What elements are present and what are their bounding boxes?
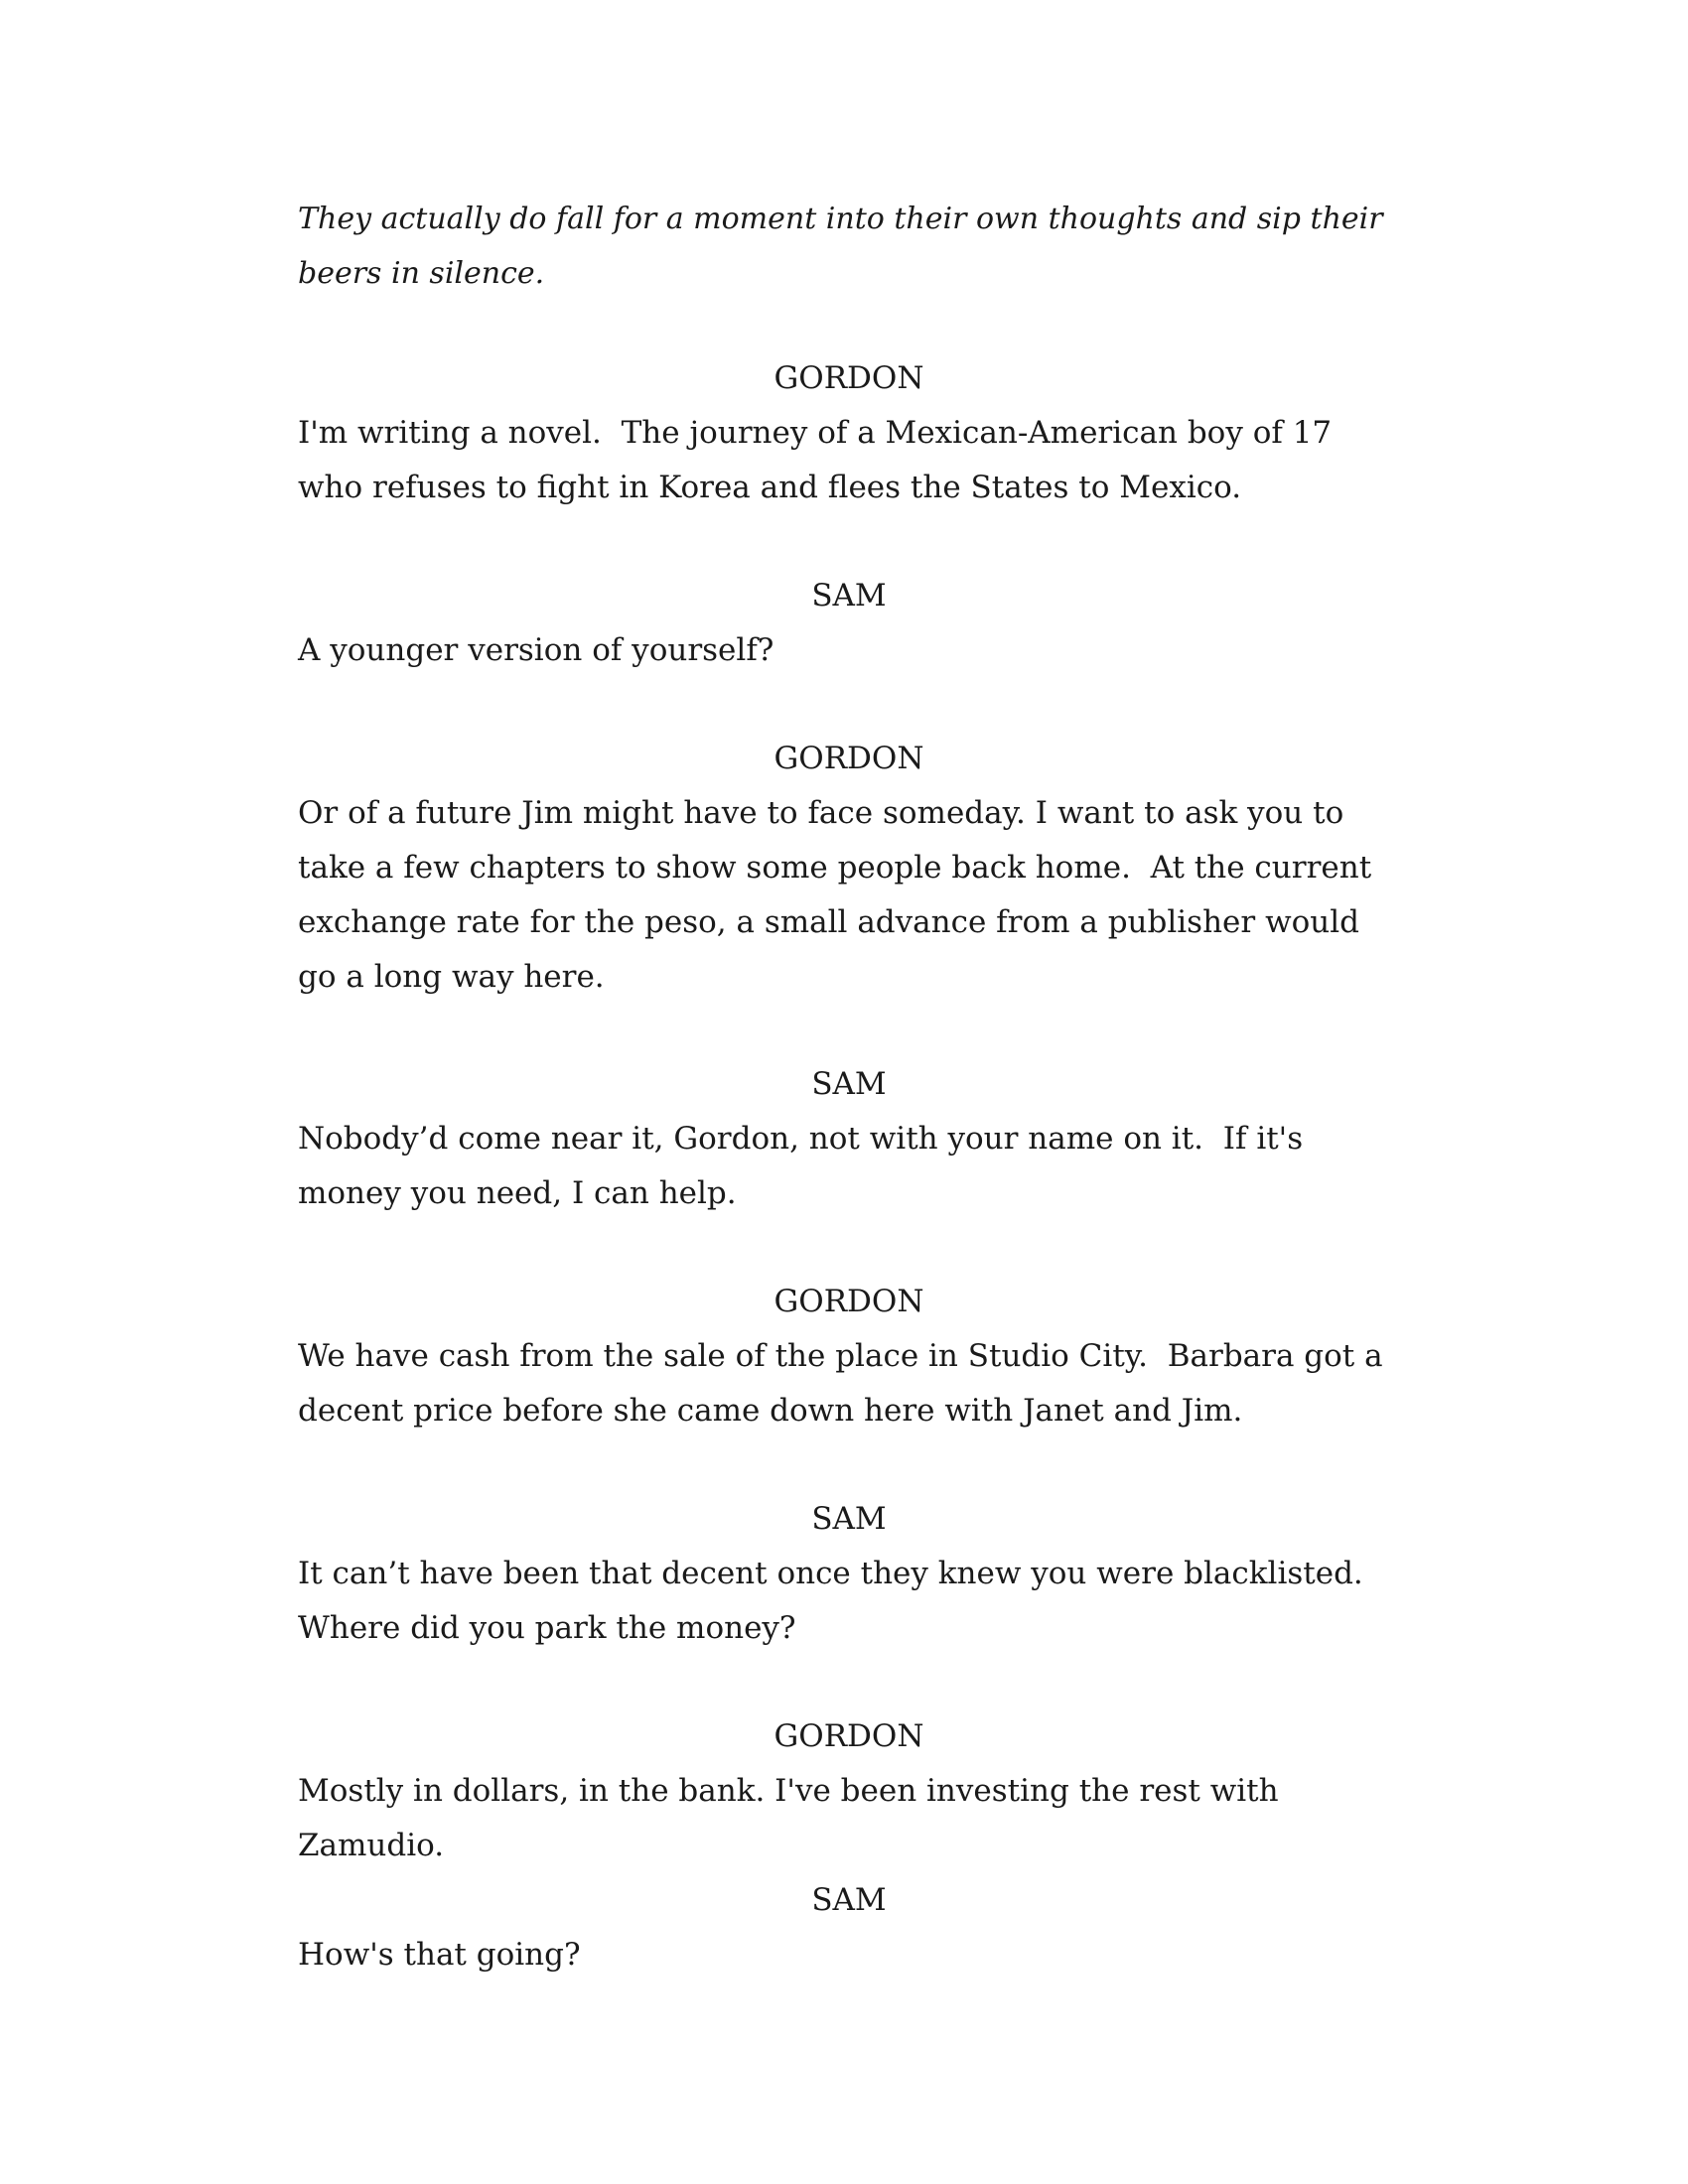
dialogue-block	[298, 1057, 1400, 1221]
stage-direction: They actually do fall for a moment into their own thoughts and sip their beers in silence.	[298, 202, 1383, 291]
speaker-name: GORDON	[774, 741, 924, 776]
speaker-name: SAM	[811, 1066, 887, 1102]
speaker-name: GORDON	[774, 1718, 924, 1754]
speaker-name: GORDON	[774, 1284, 924, 1319]
dialogue-block	[298, 1492, 1400, 1656]
dialogue-line: How's that going?	[298, 1937, 581, 1973]
dialogue-block	[298, 1873, 1400, 1982]
dialogue-block	[298, 1709, 1400, 1873]
dialogue-block	[298, 569, 1400, 678]
dialogue-line: It can’t have been that decent once they knew you were blacklisted. Where did you park the money?	[298, 1556, 1383, 1646]
speaker-name: SAM	[811, 578, 887, 614]
speaker-name: GORDON	[774, 360, 924, 396]
dialogue-line: A younger version of yourself?	[298, 632, 774, 668]
dialogue-block	[298, 351, 1400, 515]
speaker-name: SAM	[811, 1882, 887, 1918]
dialogue-line: We have cash from the sale of the place in Studio City. Barbara got a decent price before she came down here with Janet and Jim.	[298, 1338, 1393, 1429]
dialogue-line: Or of a future Jim might have to face someday. I want to ask you to take a few chapters to show some people back home. At the current exchange rate for the peso, a small advance from a publisher would go a long way here.	[298, 795, 1382, 995]
dialogue-block	[298, 732, 1400, 1005]
speaker-name: SAM	[811, 1501, 887, 1537]
dialogue-line: Mostly in dollars, in the bank. I've been investing the rest with Zamudio.	[298, 1773, 1289, 1863]
dialogue-line: Nobody’d come near it, Gordon, not with your name on it. If it's money you need, I can help.	[298, 1121, 1313, 1211]
dialogue-line: I'm writing a novel. The journey of a Mexican-American boy of 17 who refuses to fight in Korea and flees the States to Mexico.	[298, 415, 1341, 505]
dialogue-block	[298, 1275, 1400, 1438]
